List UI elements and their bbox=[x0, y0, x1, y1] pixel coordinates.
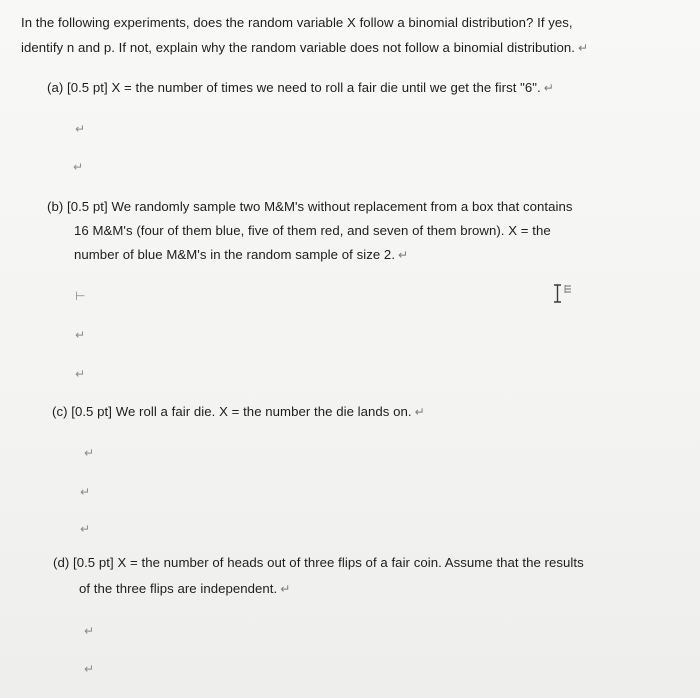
intro-line-1 bbox=[21, 15, 573, 31]
question-c bbox=[52, 404, 425, 420]
intro-text-1: In the following experiments, does the random variable X follow a binomial distribution? If yes, bbox=[21, 15, 573, 30]
question-b-text-2: 16 M&M's (four of them blue, five of them red, and seven of them brown). X = the bbox=[74, 223, 551, 238]
empty-paragraph-mark-icon: ↵ bbox=[84, 662, 95, 676]
question-b-text-1: We randomly sample two M&M's without replacement from a box that contains bbox=[111, 199, 573, 214]
empty-paragraph-mark-icon: ↵ bbox=[75, 122, 86, 136]
question-a bbox=[47, 80, 554, 96]
empty-paragraph-mark-icon: ↵ bbox=[80, 522, 91, 536]
question-b-text-3: number of blue M&M's in the random sample of size 2. bbox=[74, 247, 396, 262]
ibeam-cursor-icon bbox=[550, 283, 580, 305]
question-b-line-3 bbox=[74, 247, 408, 263]
question-b-line-1 bbox=[47, 199, 573, 215]
return-mark-icon: ↵ bbox=[398, 248, 409, 262]
question-d-text-1: X = the number of heads out of three flips of a fair coin. Assume that the results bbox=[117, 555, 584, 570]
question-d-points: [0.5 pt] bbox=[73, 555, 114, 570]
intro-text-2: identify n and p. If not, explain why the random variable does not follow a binomial distribution. bbox=[21, 40, 575, 55]
question-a-label: (a) bbox=[47, 80, 64, 95]
return-mark-icon: ↵ bbox=[543, 81, 554, 95]
question-b-label: (b) bbox=[47, 199, 64, 214]
empty-paragraph-mark-icon: ↵ bbox=[75, 367, 86, 381]
question-c-label: (c) bbox=[52, 404, 68, 419]
empty-paragraph-mark-icon: ↵ bbox=[84, 446, 95, 460]
question-d-text-2: of the three flips are independent. bbox=[79, 581, 278, 596]
question-b-line-2 bbox=[74, 223, 551, 239]
question-c-points: [0.5 pt] bbox=[71, 404, 112, 419]
text-cursor-mark-icon: ⊢ bbox=[75, 289, 86, 303]
question-d-line-2 bbox=[79, 581, 290, 597]
question-b-points: [0.5 pt] bbox=[67, 199, 108, 214]
empty-paragraph-mark-icon: ↵ bbox=[80, 485, 91, 499]
question-c-text: We roll a fair die. X = the number the die lands on. bbox=[115, 404, 412, 419]
return-mark-icon: ↵ bbox=[280, 582, 291, 596]
question-d-line-1 bbox=[53, 555, 584, 571]
empty-paragraph-mark-icon: ↵ bbox=[75, 328, 86, 342]
return-mark-icon: ↵ bbox=[577, 41, 589, 55]
empty-paragraph-mark-icon: ↵ bbox=[73, 160, 84, 174]
empty-paragraph-mark-icon: ↵ bbox=[84, 624, 95, 638]
intro-line-2 bbox=[21, 40, 588, 56]
question-a-text: X = the number of times we need to roll a fair die until we get the first "6". bbox=[111, 80, 541, 95]
question-d-label: (d) bbox=[53, 555, 70, 570]
return-mark-icon: ↵ bbox=[414, 405, 425, 419]
question-a-points: [0.5 pt] bbox=[67, 80, 108, 95]
